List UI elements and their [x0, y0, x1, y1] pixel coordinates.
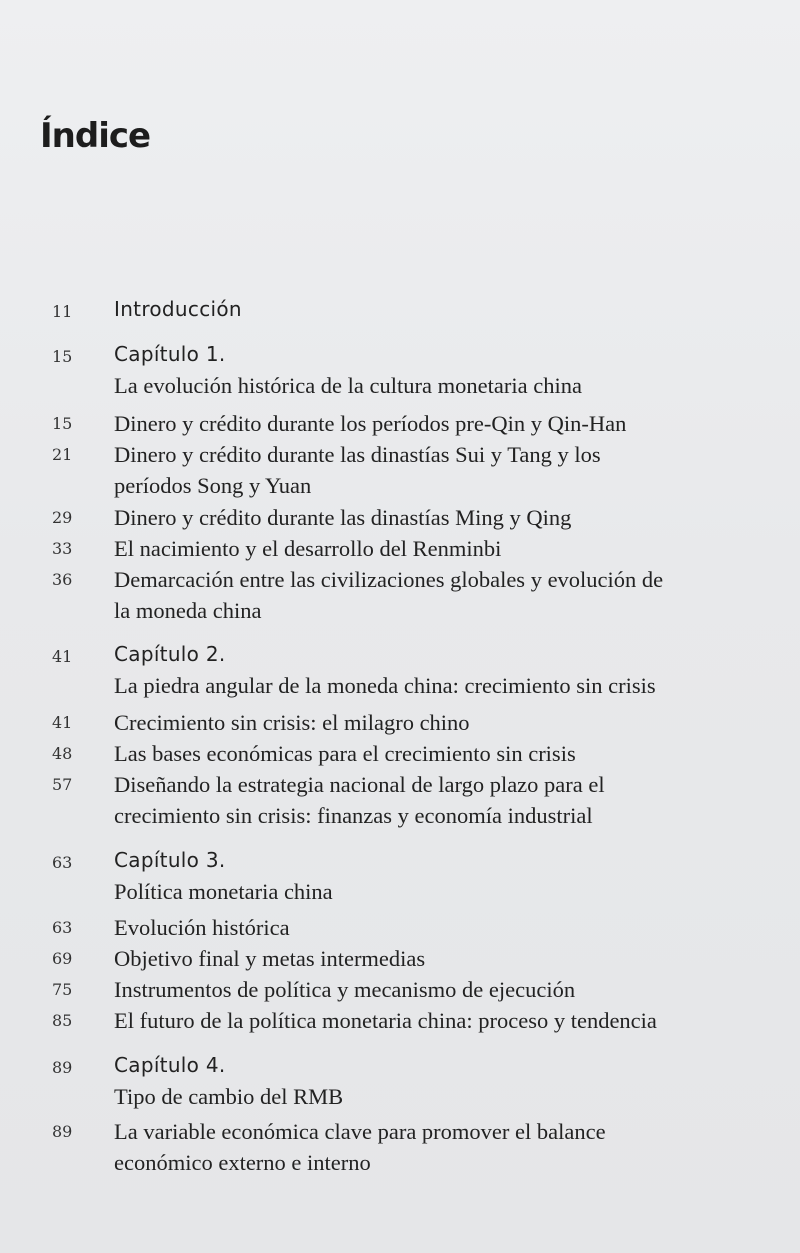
page-number: 85: [52, 1011, 73, 1030]
entry-line: Demarcación entre las civilizaciones globales y evolución de: [114, 567, 664, 592]
chapter-subtitle: Política monetaria china: [114, 879, 333, 904]
page-number: 33: [52, 539, 73, 558]
chapter-subtitle: La evolución histórica de la cultura monetaria china: [114, 373, 582, 398]
entry-text: [114, 707, 734, 738]
entry-line: Crecimiento sin crisis: el milagro chino: [114, 710, 470, 735]
page-number: 36: [52, 570, 73, 589]
entry-text: [114, 769, 734, 831]
page-number: 48: [52, 744, 73, 763]
chapter-subtitle: La piedra angular de la moneda china: crecimiento sin crisis: [114, 673, 656, 698]
entry-text: [114, 974, 734, 1005]
page-title: Índice: [40, 116, 151, 156]
entry-line: la moneda china: [114, 598, 262, 623]
chapter-label: Capítulo 4.: [114, 1053, 226, 1077]
page-number: 21: [52, 445, 73, 464]
entry-text: [114, 1050, 734, 1112]
page-number: 11: [52, 302, 73, 321]
entry-line: La variable económica clave para promover el balance: [114, 1119, 606, 1144]
entry-line: Evolución histórica: [114, 915, 290, 940]
entry-text: [114, 502, 734, 533]
entry-line: Dinero y crédito durante las dinastías Ming y Qing: [114, 505, 572, 530]
chapter-label: Introducción: [114, 297, 242, 321]
entry-line: períodos Song y Yuan: [114, 473, 312, 498]
entry-text: [114, 294, 734, 325]
entry-text: [114, 533, 734, 564]
entry-text: [114, 738, 734, 769]
chapter-subtitle: Tipo de cambio del RMB: [114, 1084, 344, 1109]
entry-line: Dinero y crédito durante las dinastías Sui y Tang y los: [114, 442, 601, 467]
entry-line: Objetivo final y metas intermedias: [114, 946, 426, 971]
entry-line: Las bases económicas para el crecimiento sin crisis: [114, 741, 576, 766]
page-number: 41: [52, 713, 73, 732]
entry-text: [114, 339, 734, 401]
chapter-label: Capítulo 3.: [114, 848, 226, 872]
entry-text: [114, 845, 734, 907]
chapter-label: Capítulo 2.: [114, 642, 226, 666]
entry-line: Diseñando la estrategia nacional de largo plazo para el: [114, 772, 605, 797]
entry-line: económico externo e interno: [114, 1150, 371, 1175]
page-number: 63: [52, 853, 73, 872]
entry-text: [114, 564, 734, 626]
page-number: 41: [52, 647, 73, 666]
entry-text: [114, 439, 734, 501]
page-number: 75: [52, 980, 73, 999]
entry-text: [114, 1005, 734, 1036]
entry-line: El futuro de la política monetaria china: proceso y tendencia: [114, 1008, 657, 1033]
page-number: 69: [52, 949, 73, 968]
entry-line: Dinero y crédito durante los períodos pre-Qin y Qin-Han: [114, 411, 627, 436]
page-number: 15: [52, 347, 73, 366]
page-number: 89: [52, 1058, 73, 1077]
page-number: 15: [52, 414, 73, 433]
page-number: 29: [52, 508, 73, 527]
entry-line: El nacimiento y el desarrollo del Renminbi: [114, 536, 502, 561]
chapter-label: Capítulo 1.: [114, 342, 226, 366]
entry-text: [114, 1116, 734, 1178]
page-number: 89: [52, 1122, 73, 1141]
page-number: 57: [52, 775, 73, 794]
page-number: 63: [52, 918, 73, 937]
entry-text: [114, 639, 734, 701]
entry-line: Instrumentos de política y mecanismo de ejecución: [114, 977, 576, 1002]
entry-text: [114, 408, 734, 439]
entry-line: crecimiento sin crisis: finanzas y economía industrial: [114, 803, 593, 828]
entry-text: [114, 912, 734, 943]
entry-text: [114, 943, 734, 974]
